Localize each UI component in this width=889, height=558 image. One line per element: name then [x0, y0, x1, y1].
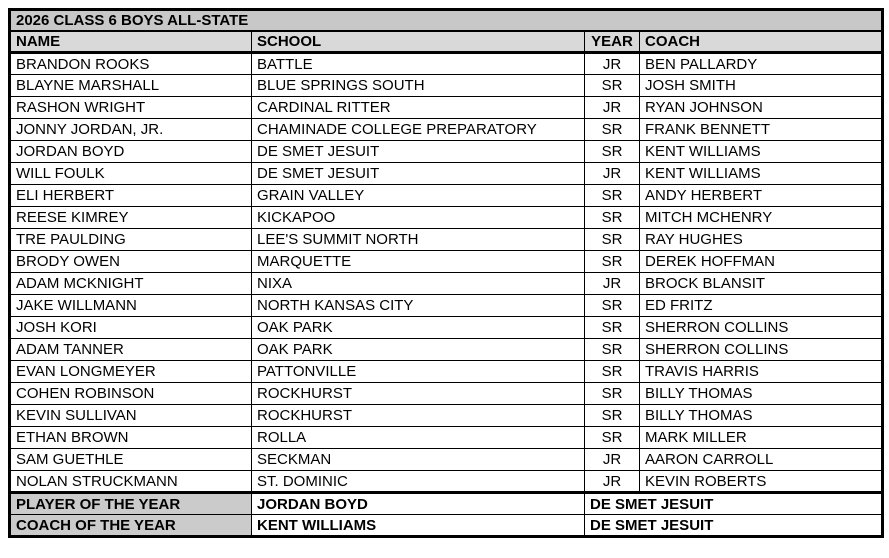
player-school-cell: ROCKHURST [252, 383, 585, 405]
player-school-cell: NORTH KANSAS CITY [252, 295, 585, 317]
player-school-cell: PATTONVILLE [252, 361, 585, 383]
player-year-cell: SR [585, 361, 640, 383]
player-coach-cell: DEREK HOFFMAN [640, 251, 883, 273]
player-year-cell: SR [585, 75, 640, 97]
player-year-cell: SR [585, 339, 640, 361]
player-name-cell: JORDAN BOYD [10, 141, 252, 163]
player-row [10, 471, 883, 493]
player-year-cell: SR [585, 427, 640, 449]
awards-section [10, 493, 883, 537]
player-coach-cell: RAY HUGHES [640, 229, 883, 251]
player-name-cell: ADAM TANNER [10, 339, 252, 361]
player-row [10, 119, 883, 141]
player-coach-cell: AARON CARROLL [640, 449, 883, 471]
player-year-cell: JR [585, 53, 640, 75]
player-coach-cell: TRAVIS HARRIS [640, 361, 883, 383]
player-school-cell: GRAIN VALLEY [252, 185, 585, 207]
player-name-cell: BRANDON ROOKS [10, 53, 252, 75]
player-row [10, 75, 883, 97]
player-row [10, 317, 883, 339]
player-row [10, 207, 883, 229]
player-row [10, 141, 883, 163]
player-school-cell: ST. DOMINIC [252, 471, 585, 493]
player-name-cell: RASHON WRIGHT [10, 97, 252, 119]
player-coach-cell: ED FRITZ [640, 295, 883, 317]
player-school-cell: DE SMET JESUIT [252, 163, 585, 185]
player-name-cell: BRODY OWEN [10, 251, 252, 273]
player-rows [10, 53, 883, 493]
player-name-cell: EVAN LONGMEYER [10, 361, 252, 383]
player-school-cell: DE SMET JESUIT [252, 141, 585, 163]
player-coach-cell: SHERRON COLLINS [640, 339, 883, 361]
player-coach-cell: MARK MILLER [640, 427, 883, 449]
player-name-cell: TRE PAULDING [10, 229, 252, 251]
coach-of-year-recipient: KENT WILLIAMS [252, 515, 585, 537]
player-school-cell: OAK PARK [252, 317, 585, 339]
player-name-cell: SAM GUETHLE [10, 449, 252, 471]
column-header-coach: COACH [640, 31, 883, 53]
all-state-table [8, 8, 884, 538]
player-coach-cell: BILLY THOMAS [640, 383, 883, 405]
player-row [10, 97, 883, 119]
player-name-cell: WILL FOULK [10, 163, 252, 185]
player-of-year-label: PLAYER OF THE YEAR [10, 493, 252, 515]
player-school-cell: KICKAPOO [252, 207, 585, 229]
player-school-cell: BATTLE [252, 53, 585, 75]
player-row [10, 361, 883, 383]
player-row [10, 251, 883, 273]
player-row [10, 383, 883, 405]
player-of-year-row [10, 493, 883, 515]
player-school-cell: LEE'S SUMMIT NORTH [252, 229, 585, 251]
player-school-cell: ROCKHURST [252, 405, 585, 427]
player-name-cell: JONNY JORDAN, JR. [10, 119, 252, 141]
player-coach-cell: RYAN JOHNSON [640, 97, 883, 119]
player-name-cell: REESE KIMREY [10, 207, 252, 229]
player-school-cell: SECKMAN [252, 449, 585, 471]
player-year-cell: JR [585, 449, 640, 471]
table-title: 2026 CLASS 6 BOYS ALL-STATE [10, 10, 883, 32]
player-year-cell: SR [585, 119, 640, 141]
coach-of-year-label: COACH OF THE YEAR [10, 515, 252, 537]
player-coach-cell: MITCH MCHENRY [640, 207, 883, 229]
player-name-cell: NOLAN STRUCKMANN [10, 471, 252, 493]
player-school-cell: OAK PARK [252, 339, 585, 361]
player-row [10, 339, 883, 361]
player-row [10, 229, 883, 251]
player-year-cell: SR [585, 141, 640, 163]
player-coach-cell: KEVIN ROBERTS [640, 471, 883, 493]
player-of-year-recipient: JORDAN BOYD [252, 493, 585, 515]
column-header-year: YEAR [585, 31, 640, 53]
column-header-name: NAME [10, 31, 252, 53]
player-year-cell: SR [585, 317, 640, 339]
player-row [10, 295, 883, 317]
player-row [10, 405, 883, 427]
player-year-cell: JR [585, 97, 640, 119]
player-coach-cell: BROCK BLANSIT [640, 273, 883, 295]
player-year-cell: SR [585, 229, 640, 251]
player-year-cell: SR [585, 295, 640, 317]
player-of-year-school: DE SMET JESUIT [585, 493, 883, 515]
coach-of-year-row [10, 515, 883, 537]
player-name-cell: JOSH KORI [10, 317, 252, 339]
player-row [10, 449, 883, 471]
player-coach-cell: KENT WILLIAMS [640, 141, 883, 163]
player-school-cell: NIXA [252, 273, 585, 295]
player-coach-cell: FRANK BENNETT [640, 119, 883, 141]
column-header-school: SCHOOL [252, 31, 585, 53]
player-year-cell: SR [585, 185, 640, 207]
player-year-cell: JR [585, 163, 640, 185]
player-year-cell: JR [585, 471, 640, 493]
player-name-cell: BLAYNE MARSHALL [10, 75, 252, 97]
player-school-cell: MARQUETTE [252, 251, 585, 273]
coach-of-year-school: DE SMET JESUIT [585, 515, 883, 537]
player-coach-cell: SHERRON COLLINS [640, 317, 883, 339]
player-year-cell: SR [585, 405, 640, 427]
player-school-cell: ROLLA [252, 427, 585, 449]
player-coach-cell: BEN PALLARDY [640, 53, 883, 75]
player-name-cell: ADAM MCKNIGHT [10, 273, 252, 295]
player-name-cell: ELI HERBERT [10, 185, 252, 207]
player-year-cell: SR [585, 383, 640, 405]
player-school-cell: BLUE SPRINGS SOUTH [252, 75, 585, 97]
player-row [10, 53, 883, 75]
player-coach-cell: JOSH SMITH [640, 75, 883, 97]
player-name-cell: ETHAN BROWN [10, 427, 252, 449]
player-name-cell: KEVIN SULLIVAN [10, 405, 252, 427]
player-school-cell: CHAMINADE COLLEGE PREPARATORY [252, 119, 585, 141]
player-name-cell: COHEN ROBINSON [10, 383, 252, 405]
column-header-row [10, 31, 883, 53]
player-name-cell: JAKE WILLMANN [10, 295, 252, 317]
player-coach-cell: BILLY THOMAS [640, 405, 883, 427]
player-school-cell: CARDINAL RITTER [252, 97, 585, 119]
player-row [10, 273, 883, 295]
player-year-cell: SR [585, 207, 640, 229]
player-row [10, 163, 883, 185]
table-title-row [10, 10, 883, 32]
player-year-cell: SR [585, 251, 640, 273]
player-year-cell: JR [585, 273, 640, 295]
player-coach-cell: KENT WILLIAMS [640, 163, 883, 185]
player-coach-cell: ANDY HERBERT [640, 185, 883, 207]
player-row [10, 185, 883, 207]
player-row [10, 427, 883, 449]
